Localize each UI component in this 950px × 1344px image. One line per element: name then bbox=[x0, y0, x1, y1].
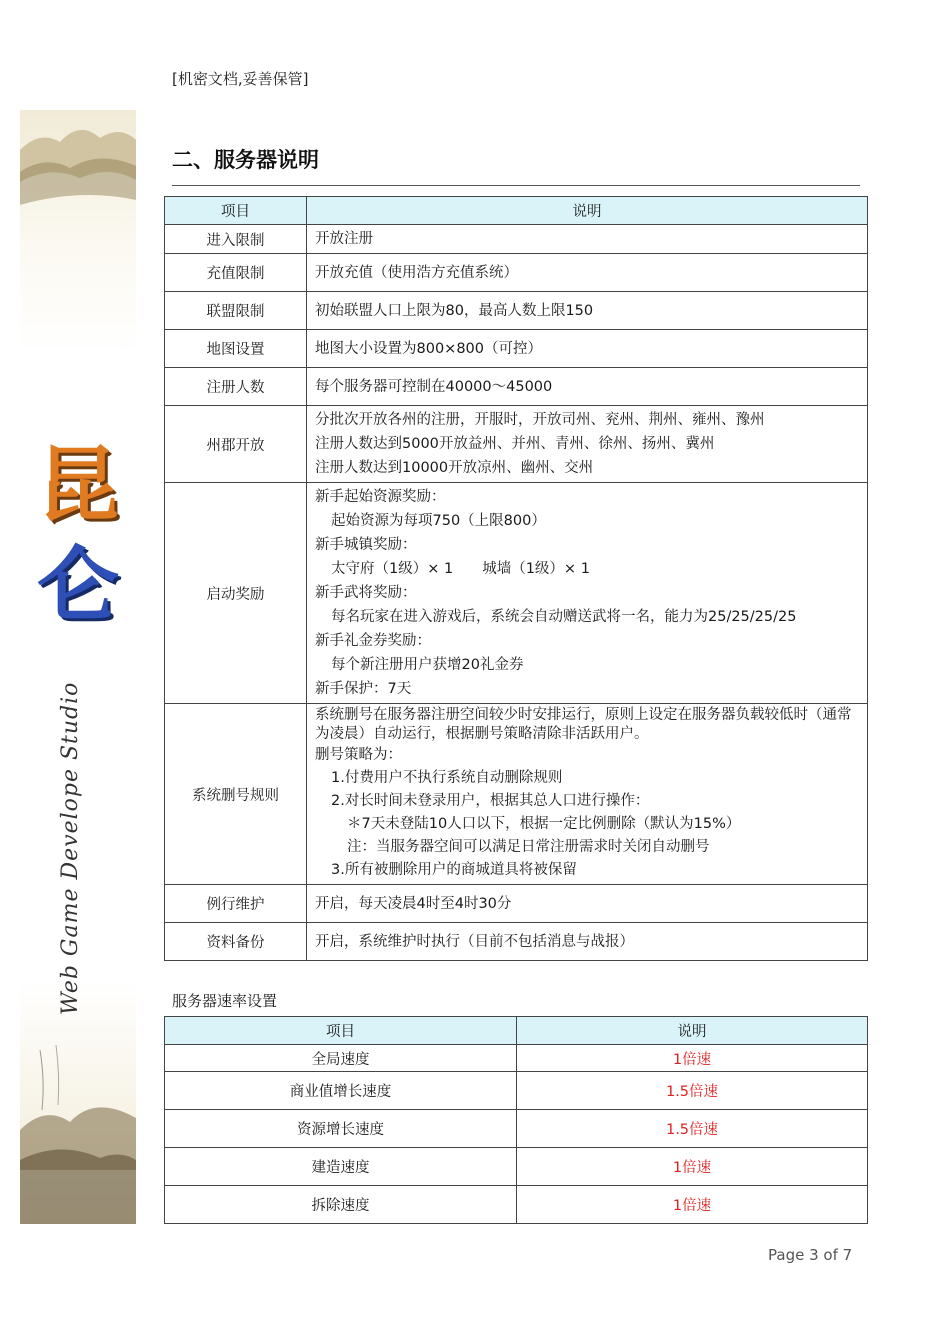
desc-line: 新手武将奖励： bbox=[315, 585, 417, 601]
table-row bbox=[165, 1148, 868, 1186]
table-row bbox=[165, 368, 868, 406]
desc-line: 1.付费用户不执行系统自动删除规则 bbox=[331, 770, 563, 786]
row-desc bbox=[307, 885, 868, 923]
table-row bbox=[165, 1186, 868, 1224]
desc-line: 新手保护：7天 bbox=[315, 681, 412, 697]
speed-label: 商业值增长速度 bbox=[165, 1072, 517, 1110]
table-row bbox=[165, 1110, 868, 1148]
desc-line: 开启，系统维护时执行（目前不包括消息与战报） bbox=[315, 933, 634, 950]
desc-line: 地图大小设置为800×800（可控） bbox=[315, 340, 543, 357]
desc-line: 系统删号在服务器注册空间较少时安排运行，原则上设定在服务器负载较低时（通常为凌晨）自动运行，根据删号策略清除非活跃用户。 bbox=[315, 707, 852, 742]
logo-char-lun: 仑 bbox=[36, 537, 119, 633]
speed-label: 拆除速度 bbox=[165, 1186, 517, 1224]
desc-line: 注册人数达到5000开放益州、并州、青州、徐州、扬州、冀州 bbox=[315, 436, 715, 452]
row-label: 例行维护 bbox=[165, 885, 307, 923]
row-label: 州郡开放 bbox=[165, 406, 307, 483]
row-desc bbox=[307, 368, 868, 406]
row-label: 联盟限制 bbox=[165, 292, 307, 330]
desc-line: 开放充值（使用浩方充值系统） bbox=[315, 264, 518, 281]
desc-line: 起始资源为每项750（上限800） bbox=[331, 513, 546, 529]
row-desc bbox=[307, 225, 868, 254]
speed-value: 1.5倍速 bbox=[517, 1110, 868, 1148]
table-row bbox=[165, 254, 868, 292]
row-label: 地图设置 bbox=[165, 330, 307, 368]
desc-line: 2.对长时间未登录用户，根据其总人口进行操作： bbox=[331, 793, 650, 809]
speed-value: 1倍速 bbox=[517, 1186, 868, 1224]
desc-line: 新手起始资源奖励： bbox=[315, 489, 446, 505]
row-label: 系统删号规则 bbox=[165, 704, 307, 885]
table-row bbox=[165, 1072, 868, 1110]
row-desc bbox=[307, 330, 868, 368]
row-desc bbox=[307, 483, 868, 704]
row-label: 进入限制 bbox=[165, 225, 307, 254]
confidential-header: [机密文档,妥善保管] bbox=[172, 70, 309, 88]
table-row bbox=[165, 225, 868, 254]
section-title: 二、服务器说明 bbox=[172, 148, 319, 172]
server-table bbox=[164, 196, 868, 961]
speed-value: 1.5倍速 bbox=[517, 1072, 868, 1110]
desc-line: 初始联盟人口上限为80，最高人数上限150 bbox=[315, 302, 594, 319]
row-desc bbox=[307, 292, 868, 330]
speed-value: 1倍速 bbox=[517, 1148, 868, 1186]
table-row bbox=[165, 330, 868, 368]
table-row bbox=[165, 923, 868, 961]
desc-line: 注册人数达到10000开放凉州、幽州、交州 bbox=[315, 460, 594, 476]
row-label: 启动奖励 bbox=[165, 483, 307, 704]
speed-label: 资源增长速度 bbox=[165, 1110, 517, 1148]
desc-line: 每名玩家在进入游戏后，系统会自动赠送武将一名，能力为25/25/25/25 bbox=[331, 609, 797, 625]
row-desc bbox=[307, 704, 868, 885]
row-desc bbox=[307, 406, 868, 483]
speed-label: 全局速度 bbox=[165, 1045, 517, 1072]
desc-line: 删号策略为： bbox=[315, 747, 402, 763]
table-row bbox=[165, 406, 868, 483]
logo-char-kun: 昆 bbox=[36, 437, 119, 533]
table-row bbox=[165, 483, 868, 704]
table-row bbox=[165, 885, 868, 923]
desc-line: 开放注册 bbox=[315, 231, 373, 247]
header-item: 项目 bbox=[165, 197, 307, 225]
row-desc bbox=[307, 254, 868, 292]
speed-section-title: 服务器速率设置 bbox=[172, 992, 278, 1010]
table-row bbox=[165, 292, 868, 330]
table-header-row bbox=[165, 197, 868, 225]
speed-value: 1倍速 bbox=[517, 1045, 868, 1072]
speed-label: 建造速度 bbox=[165, 1148, 517, 1186]
page-number: Page 3 of 7 bbox=[768, 1246, 853, 1264]
studio-name: Web Game Develope Studio bbox=[58, 681, 83, 1015]
desc-line: 注：当服务器空间可以满足日常注册需求时关闭自动删号 bbox=[347, 839, 710, 855]
desc-line: 每个新注册用户获增20礼金券 bbox=[331, 657, 524, 673]
speed-table bbox=[164, 1016, 868, 1224]
header-item: 项目 bbox=[165, 1017, 517, 1045]
header-desc: 说明 bbox=[307, 197, 868, 225]
table-row bbox=[165, 704, 868, 885]
landscape-illustration bbox=[20, 110, 136, 1224]
desc-line: 3.所有被删除用户的商城道具将被保留 bbox=[331, 862, 577, 878]
desc-line: 太守府（1级）× 1 城墙（1级）× 1 bbox=[331, 561, 590, 577]
row-label: 资料备份 bbox=[165, 923, 307, 961]
table-header-row bbox=[165, 1017, 868, 1045]
desc-line: ＊7天未登陆10人口以下，根据一定比例删除（默认为15%） bbox=[347, 816, 741, 832]
title-divider bbox=[172, 185, 860, 186]
desc-line: 新手礼金券奖励： bbox=[315, 633, 431, 649]
desc-line: 分批次开放各州的注册，开服时，开放司州、兖州、荆州、雍州、豫州 bbox=[315, 412, 765, 428]
desc-line: 每个服务器可控制在40000～45000 bbox=[315, 378, 553, 395]
row-desc bbox=[307, 923, 868, 961]
row-label: 注册人数 bbox=[165, 368, 307, 406]
header-desc: 说明 bbox=[517, 1017, 868, 1045]
row-label: 充值限制 bbox=[165, 254, 307, 292]
table-row bbox=[165, 1045, 868, 1072]
desc-line: 新手城镇奖励： bbox=[315, 537, 417, 553]
desc-line: 开启，每天凌晨4时至4时30分 bbox=[315, 895, 512, 912]
decorative-banner bbox=[20, 110, 136, 1224]
